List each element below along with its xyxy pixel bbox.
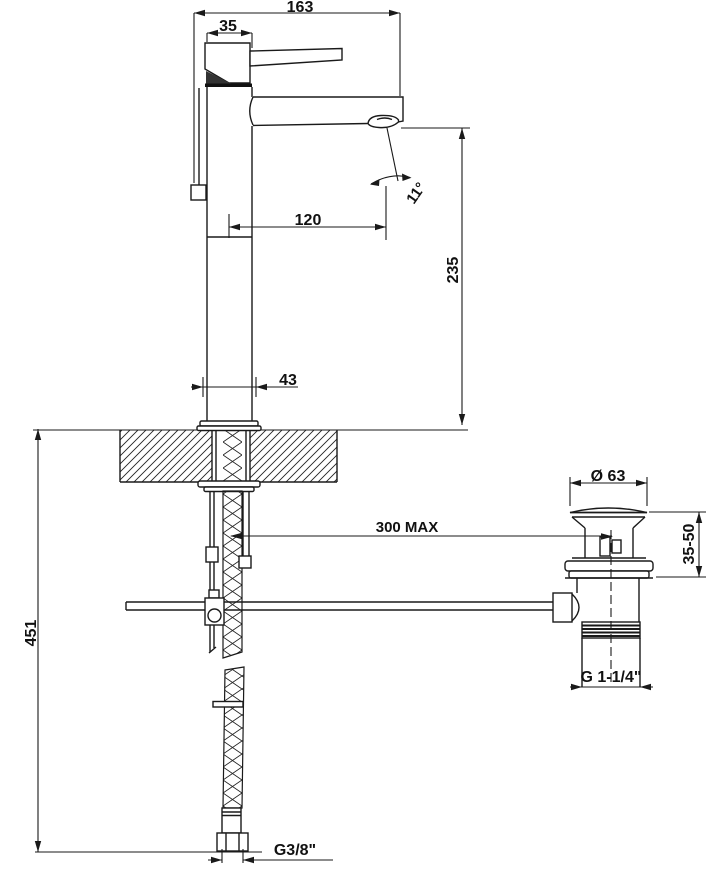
label-waste-diameter: Ø 63 <box>590 468 626 485</box>
rod-socket-block <box>553 593 572 622</box>
dim-stream-angle <box>370 128 430 240</box>
lever-handle <box>250 49 342 67</box>
label-max-drain-offset: 300 MAX <box>375 519 439 536</box>
rod-coupler <box>206 547 218 562</box>
drain-flange <box>565 561 653 571</box>
hose-end-fitting <box>239 556 251 568</box>
faucet-column <box>207 87 252 421</box>
drain-mechanism <box>600 537 610 556</box>
dim-waste-diameter <box>570 468 647 506</box>
dim-outlet-height <box>401 128 470 425</box>
label-waste-thread: G 1-1/4" <box>580 669 642 686</box>
label-deck-thickness: 35-50 <box>681 523 698 565</box>
label-hose-drop: 451 <box>23 619 40 647</box>
pull-rod <box>206 491 218 653</box>
label-supply-thread: G3/8" <box>273 842 317 859</box>
handle-seam <box>205 84 252 88</box>
dim-waste-thread <box>570 669 653 690</box>
dim-deck-thickness <box>649 512 706 577</box>
hose-marker-tick <box>213 702 243 708</box>
dim-max-drain-offset <box>230 519 613 540</box>
hose-through-counter <box>223 430 242 481</box>
label-stream-angle: 11° <box>403 179 430 208</box>
label-body-depth: 43 <box>279 372 297 389</box>
aerator <box>368 115 399 127</box>
mounting-flange <box>198 481 260 492</box>
countertop <box>33 430 468 482</box>
clamp-screw <box>208 609 221 622</box>
faucet-assembly <box>191 43 403 431</box>
label-overall-width: 163 <box>286 0 314 16</box>
label-handle-depth: 35 <box>219 18 237 35</box>
pull-rod-knob <box>191 185 206 200</box>
label-spout-reach: 120 <box>294 212 322 229</box>
hose-nut <box>217 833 248 851</box>
linkage-rod <box>126 602 553 610</box>
rod-clamp <box>205 590 224 625</box>
label-outlet-height: 235 <box>445 256 462 284</box>
base-plate <box>200 421 258 426</box>
